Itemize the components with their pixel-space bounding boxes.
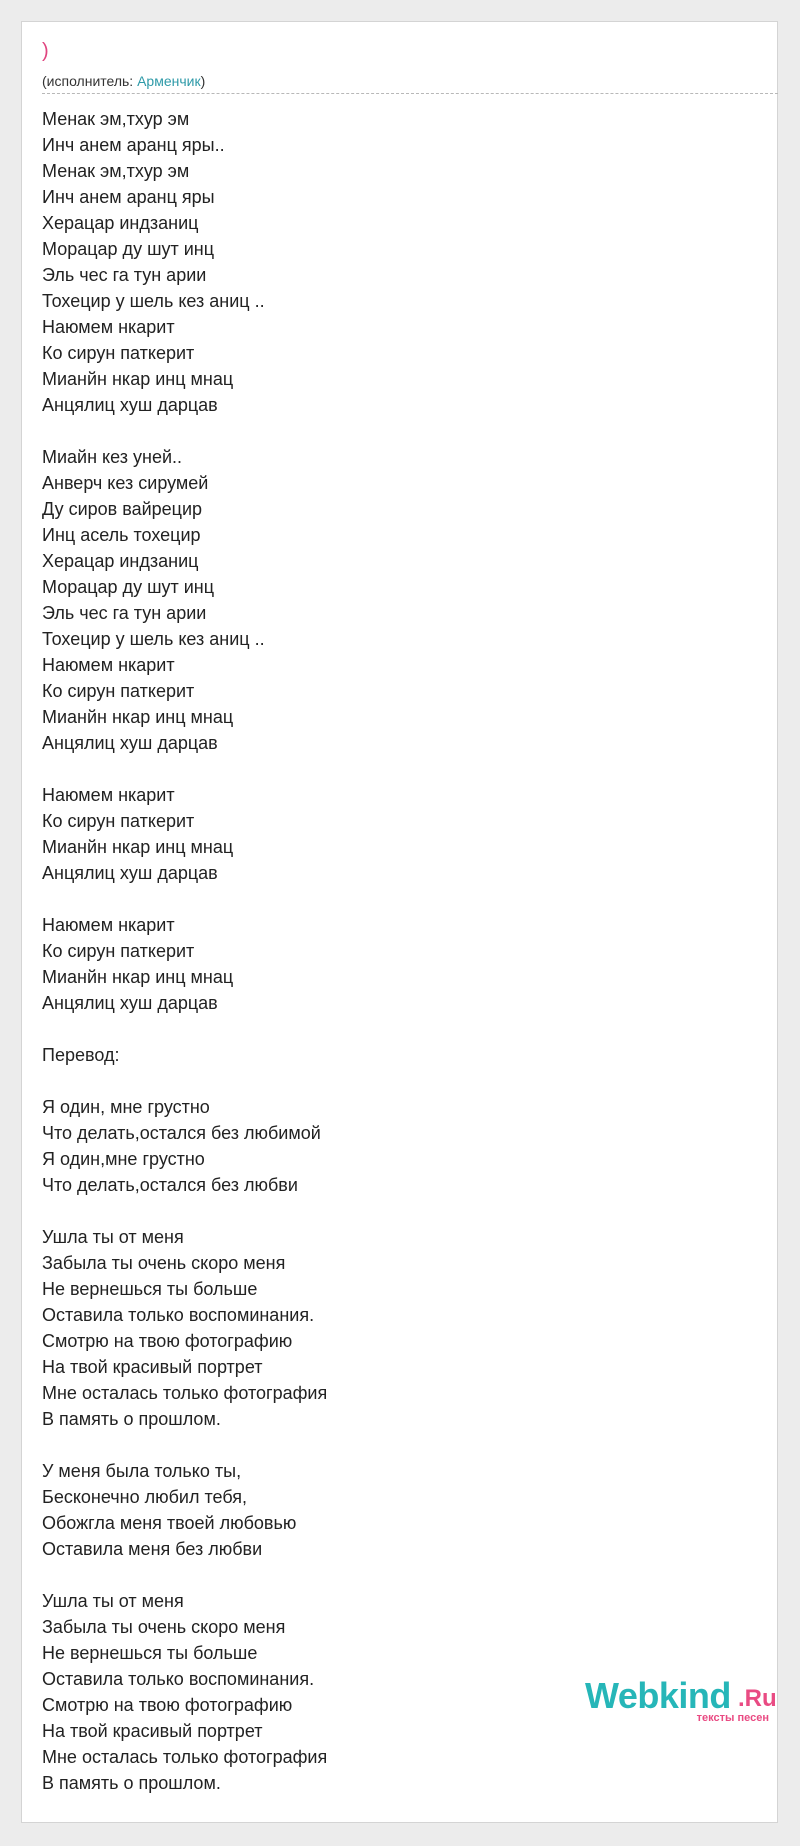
webkind-logo[interactable] (585, 1675, 777, 1726)
lyric-blank-line (42, 1432, 742, 1458)
lyric-line: Не вернешься ты больше (42, 1643, 258, 1663)
lyrics-body (42, 106, 742, 1796)
lyric-line: Ушла ты от меня (42, 1227, 184, 1247)
artist-link[interactable]: Арменчик (137, 73, 201, 89)
lyric-line: Ду сиров вайрецир (42, 499, 203, 519)
lyric-line: Морацар ду шут инц (42, 577, 215, 597)
lyric-line: Наюмем нкарит (42, 915, 175, 935)
lyric-line: Тохецир у шель кез аниц .. (42, 629, 265, 649)
lyric-line: Менак эм,тхур эм (42, 161, 190, 181)
lyric-line: Инч анем аранц яры (42, 187, 215, 207)
lyric-line: Мне осталась только фотография (42, 1747, 328, 1767)
lyric-line: Херацар индзаниц (42, 551, 199, 571)
lyric-line: Перевод: (42, 1045, 120, 1065)
lyric-blank-line (42, 1016, 742, 1042)
lyric-line: Анверч кез сирумей (42, 473, 209, 493)
lyric-line: Анцялиц хуш дарцав (42, 863, 218, 883)
lyric-line: Что делать,остался без любимой (42, 1123, 321, 1143)
lyric-line: Эль чес га тун арии (42, 603, 207, 623)
lyric-line: Не вернешься ты больше (42, 1279, 258, 1299)
lyric-line: Анцялиц хуш дарцав (42, 993, 218, 1013)
lyric-blank-line (42, 1562, 742, 1588)
lyric-blank-line (42, 1198, 742, 1224)
lyric-line: Ко сирун паткерит (42, 941, 195, 961)
lyric-line: Мианйн нкар инц мнац (42, 837, 234, 857)
lyric-line: Смотрю на твою фотографию (42, 1695, 293, 1715)
lyric-line: Тохецир у шель кез аниц .. (42, 291, 265, 311)
song-card (21, 21, 778, 1823)
lyric-line: Оставила только воспоминания. (42, 1669, 315, 1689)
lyric-line: Наюмем нкарит (42, 317, 175, 337)
lyric-line: Мне осталась только фотография (42, 1383, 328, 1403)
lyric-line: Оставила только воспоминания. (42, 1305, 315, 1325)
header-divider (42, 93, 778, 94)
lyric-line: Я один, мне грустно (42, 1097, 210, 1117)
lyric-line: Менак эм,тхур эм (42, 109, 190, 129)
lyric-line: Анцялиц хуш дарцав (42, 733, 218, 753)
lyric-line: Ко сирун паткерит (42, 681, 195, 701)
lyric-blank-line (42, 1068, 742, 1094)
lyric-line: Эль чес га тун арии (42, 265, 207, 285)
lyric-line: Наюмем нкарит (42, 655, 175, 675)
lyric-line: Что делать,остался без любви (42, 1175, 298, 1195)
lyric-line: Оставила меня без любви (42, 1539, 263, 1559)
lyric-line: В память о прошлом. (42, 1773, 221, 1793)
lyric-line: Мианйн нкар инц мнац (42, 707, 234, 727)
artist-line (42, 72, 205, 90)
lyric-line: Миайн кез уней.. (42, 447, 183, 467)
lyric-line: Смотрю на твою фотографию (42, 1331, 293, 1351)
lyric-line: Мианйн нкар инц мнац (42, 967, 234, 987)
lyric-line: На твой красивый портрет (42, 1721, 263, 1741)
lyric-line: Ко сирун паткерит (42, 811, 195, 831)
lyric-line: Обожгла меня твоей любовью (42, 1513, 297, 1533)
song-title: ) (42, 40, 49, 62)
logo-name: Webkind (585, 1675, 731, 1716)
lyric-line: Ко сирун паткерит (42, 343, 195, 363)
logo-tld: .Ru (738, 1685, 777, 1712)
lyric-line: Забыла ты очень скоро меня (42, 1617, 286, 1637)
lyric-line: Бесконечно любил тебя, (42, 1487, 247, 1507)
artist-prefix: (исполнитель: (42, 73, 138, 89)
lyric-line: Анцялиц хуш дарцав (42, 395, 218, 415)
lyric-line: Ушла ты от меня (42, 1591, 184, 1611)
lyric-line: У меня была только ты, (42, 1461, 242, 1481)
lyric-blank-line (42, 756, 742, 782)
logo-tagline: тексты песен (696, 1712, 769, 1724)
lyric-line: Мианйн нкар инц мнац (42, 369, 234, 389)
lyric-line: Инч анем аранц яры.. (42, 135, 225, 155)
lyric-line: На твой красивый портрет (42, 1357, 263, 1377)
lyric-line: В память о прошлом. (42, 1409, 221, 1429)
lyric-line: Я один,мне грустно (42, 1149, 205, 1169)
lyric-line: Херацар индзаниц (42, 213, 199, 233)
lyric-line: Морацар ду шут инц (42, 239, 215, 259)
lyric-line: Забыла ты очень скоро меня (42, 1253, 286, 1273)
lyric-blank-line (42, 418, 742, 444)
lyric-blank-line (42, 886, 742, 912)
lyric-line: Инц асель тохецир (42, 525, 201, 545)
lyric-line: Наюмем нкарит (42, 785, 175, 805)
artist-suffix: ) (200, 73, 206, 89)
